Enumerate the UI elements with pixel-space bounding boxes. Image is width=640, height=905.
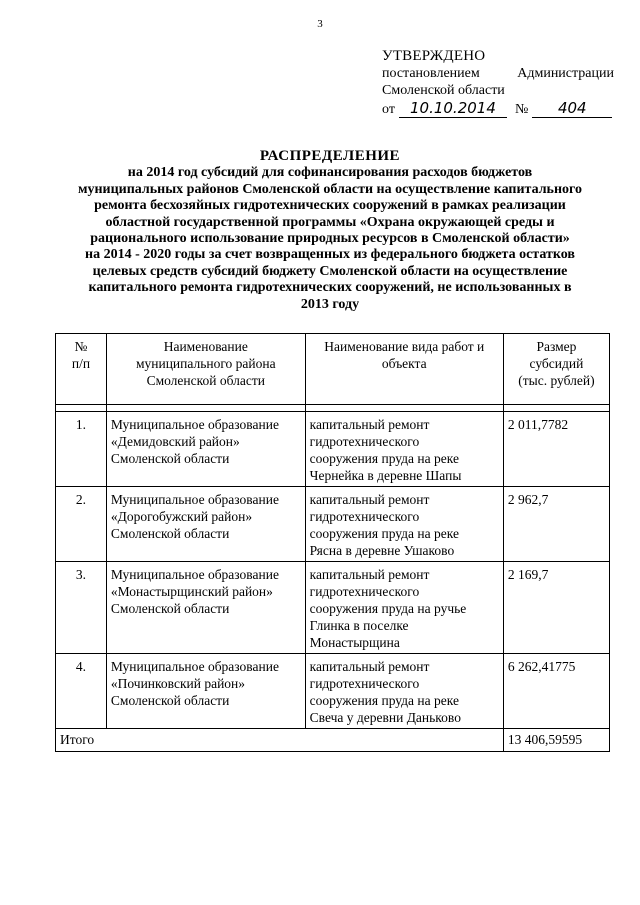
table-header-row (56, 334, 610, 405)
work-line: гидротехнического (309, 509, 420, 524)
district-cell (106, 562, 305, 654)
row-number: 1. (56, 412, 107, 487)
district-line: Муниципальное образование (110, 567, 279, 582)
header-text: объекта (381, 356, 427, 371)
work-line: сооружения пруда на ручье (309, 601, 467, 616)
work-line: Свеча у деревни Даньково (309, 710, 461, 725)
heading-line: на 2014 год субсидий для софинансирования расходов бюджетов (127, 165, 533, 181)
spacer-cell (106, 405, 305, 412)
district-cell (106, 487, 305, 562)
heading-line: капитального ремонта гидротехнических сооружений, не использованных в (88, 280, 572, 296)
work-line: капитальный ремонт (309, 417, 430, 432)
approval-block (382, 48, 614, 118)
work-line: гидротехнического (309, 676, 420, 691)
approval-authority-line (382, 65, 614, 82)
header-amount (503, 334, 609, 405)
header-text: п/п (71, 356, 91, 371)
subsidy-table (55, 333, 610, 752)
total-row (56, 729, 610, 752)
district-line: «Починковский район» (110, 676, 246, 691)
approval-date-number-row (382, 100, 614, 118)
approval-word-resolution: постановлением (382, 66, 480, 81)
work-line: сооружения пруда на реке (309, 693, 459, 708)
table-row (56, 562, 610, 654)
district-line: Муниципальное образование (110, 659, 279, 674)
approval-title: УТВЕРЖДЕНО (382, 48, 486, 64)
work-cell (305, 412, 503, 487)
header-text: субсидий (529, 356, 584, 371)
district-cell (106, 654, 305, 729)
table-row (56, 654, 610, 729)
work-line: гидротехнического (309, 434, 420, 449)
heading-line: целевых средств субсидий бюджету Смоленской области на осуществление (92, 263, 568, 279)
header-number (56, 334, 107, 405)
work-line: капитальный ремонт (309, 492, 430, 507)
heading-line: муниципальных районов Смоленской области на осуществление капитального (77, 181, 583, 197)
header-text: Размер (536, 339, 577, 354)
district-line: «Демидовский район» (110, 434, 240, 449)
header-text: (тыс. рублей) (518, 373, 595, 388)
heading-line: рационального использование природных ресурсов в Смоленской области» (90, 231, 570, 247)
district-line: Смоленской области (110, 526, 230, 541)
document-title: РАСПРЕДЕЛЕНИЕ (259, 148, 401, 164)
heading-line: областной государственной программы «Охрана окружающей среды и (105, 214, 555, 230)
header-district (106, 334, 305, 405)
district-line: Смоленской области (110, 451, 230, 466)
heading-line: на 2014 - 2020 годы за счет возвращенных из федерального бюджета остатков (85, 247, 575, 263)
work-line: Чернейка в деревне Шапы (309, 468, 462, 483)
district-line: Смоленской области (110, 693, 230, 708)
row-number: 4. (56, 654, 107, 729)
table-row (56, 487, 610, 562)
work-line: Глинка в поселке (309, 618, 409, 633)
approval-word-administration: Администрации (517, 66, 614, 81)
spacer-cell (56, 405, 107, 412)
work-line: капитальный ремонт (309, 567, 430, 582)
district-line: «Монастырщинский район» (110, 584, 273, 599)
header-text: № (74, 339, 88, 354)
district-line: Муниципальное образование (110, 417, 279, 432)
header-text: муниципального района (135, 356, 276, 371)
page-number: 3 (317, 18, 323, 30)
work-line: сооружения пруда на реке (309, 526, 459, 541)
work-cell (305, 562, 503, 654)
amount-cell: 2 962,7 (503, 487, 609, 562)
work-cell (305, 654, 503, 729)
amount-cell: 6 262,41775 (503, 654, 609, 729)
spacer-cell (503, 405, 609, 412)
district-line: Муниципальное образование (110, 492, 279, 507)
heading-line: ремонта бесхозяйных гидротехнических сооружений в рамках реализации (94, 198, 566, 214)
district-line: Смоленской области (110, 601, 230, 616)
number-sign: № (514, 102, 529, 117)
amount-cell: 2 011,7782 (503, 412, 609, 487)
date-prefix: от (382, 102, 395, 117)
header-work (305, 334, 503, 405)
handwritten-date: 10.10.2014 (399, 100, 507, 118)
header-text: Наименование вида работ и (324, 339, 485, 354)
work-line: Монастырщина (309, 635, 400, 650)
heading-line: 2013 году (300, 296, 360, 312)
district-line: «Дорогобужский район» (110, 509, 253, 524)
table-row (56, 412, 610, 487)
handwritten-number: 404 (532, 100, 612, 118)
total-amount: 13 406,59595 (503, 729, 609, 752)
amount-cell: 2 169,7 (503, 562, 609, 654)
spacer-cell (305, 405, 503, 412)
work-line: капитальный ремонт (309, 659, 430, 674)
table-spacer-row (56, 405, 610, 412)
total-label: Итого (56, 729, 504, 752)
row-number: 3. (56, 562, 107, 654)
work-line: сооружения пруда на реке (309, 451, 459, 466)
work-line: гидротехнического (309, 584, 420, 599)
header-text: Наименование (163, 339, 248, 354)
row-number: 2. (56, 487, 107, 562)
header-text: Смоленской области (146, 373, 265, 388)
work-cell (305, 487, 503, 562)
work-line: Рясна в деревне Ушаково (309, 543, 455, 558)
approval-region: Смоленской области (382, 83, 505, 98)
document-heading (60, 148, 600, 313)
district-cell (106, 412, 305, 487)
